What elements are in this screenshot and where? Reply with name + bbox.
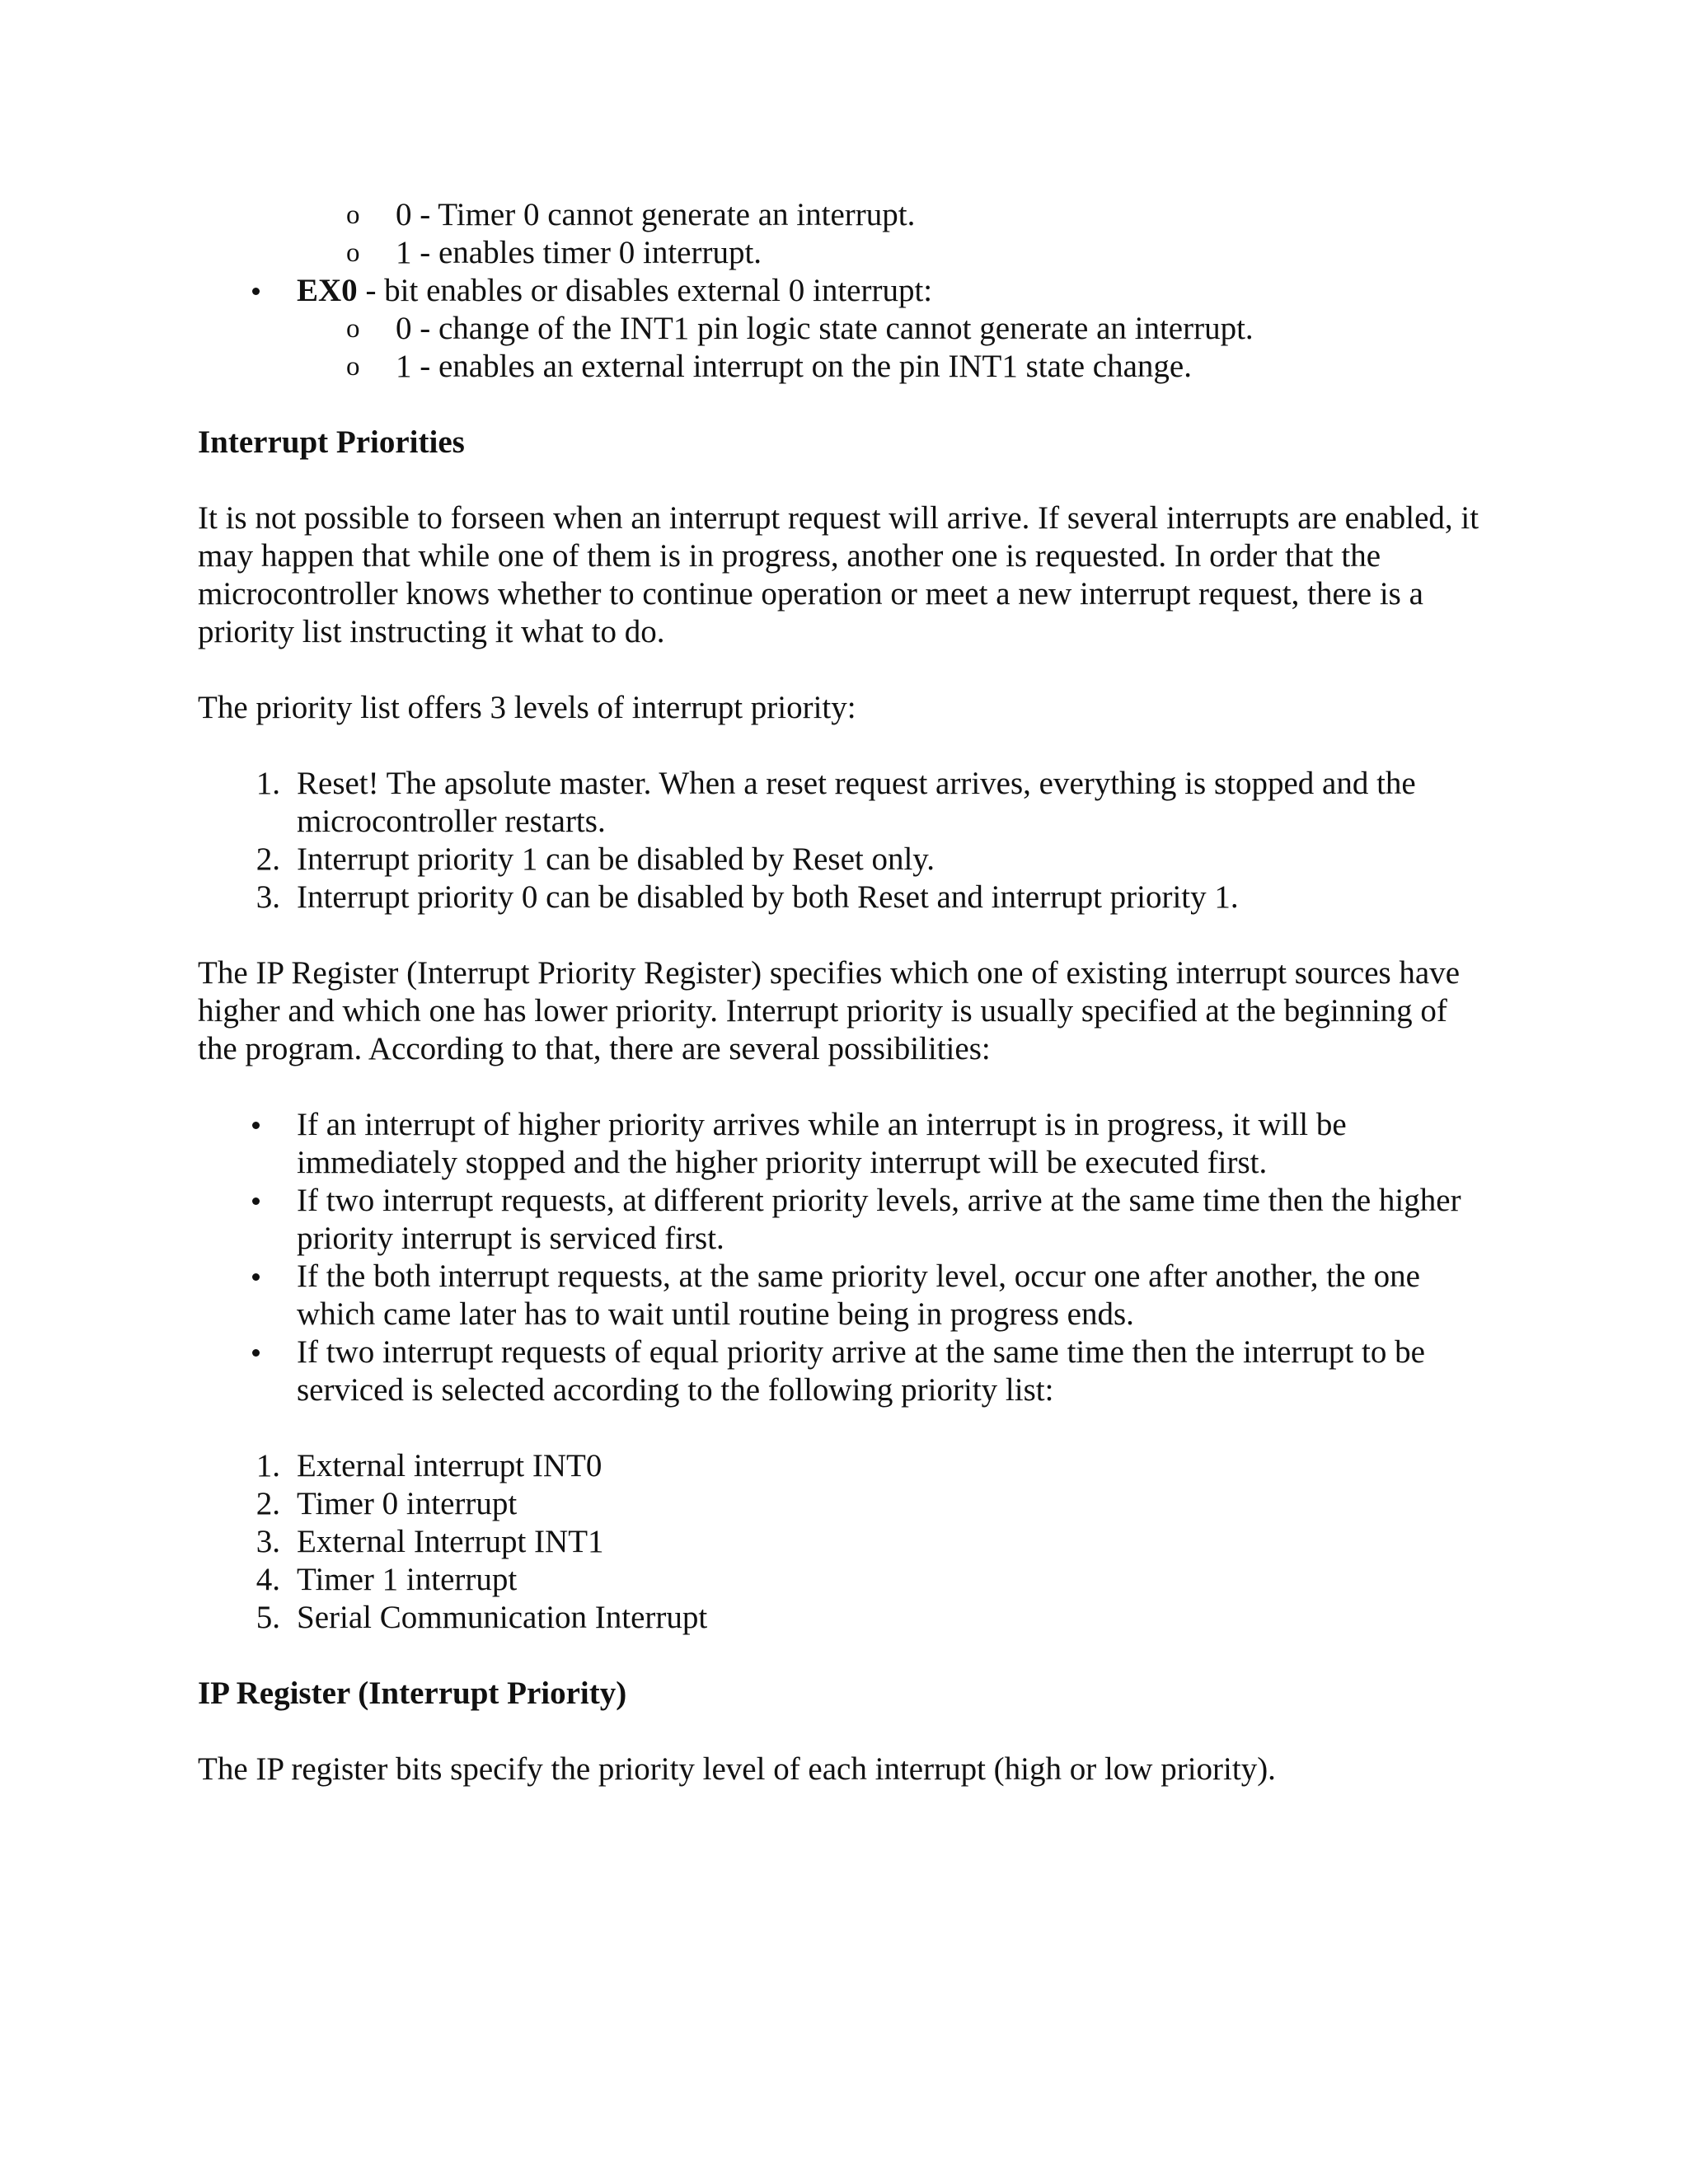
item-text: External interrupt INT0 [297,1448,603,1483]
priority-levels-list [198,765,1492,916]
sub-list-text: 0 - change of the INT1 pin logic state cannot generate an interrupt. [396,311,1254,346]
bullet-item [198,1333,1492,1409]
bullet-text: If an interrupt of higher priority arrives while an interrupt is in progress, it will be immediately stopped and the higher priority interrupt will be executed first. [297,1107,1347,1180]
numbered-item [198,1523,1492,1561]
numbered-item [198,1447,1492,1485]
paragraph-levels-intro: The priority list offers 3 levels of interrupt priority: [198,690,856,725]
possibilities-bullet-list [198,1106,1492,1409]
item-text: Serial Communication Interrupt [297,1600,708,1635]
item-text: Reset! The apsolute master. When a reset request arrives, everything is stopped and the microcontroller restarts. [297,766,1416,839]
item-text: Interrupt priority 1 can be disabled by Reset only. [297,841,935,877]
hollow-bullet-icon: o [346,352,360,382]
item-number: 2. [256,1486,280,1521]
bullet-text: If two interrupt requests, at different priority levels, arrive at the same time then the higher priority interrupt is serviced first. [297,1183,1461,1256]
item-text: Timer 0 interrupt [297,1486,518,1521]
bullet-icon [252,1197,260,1205]
item-number: 1. [256,1448,280,1483]
priority-order-list [198,1447,1492,1637]
section-heading-interrupt-priorities: Interrupt Priorities [198,424,465,460]
numbered-item [198,765,1492,841]
paragraph-ip-register: The IP Register (Interrupt Priority Register) specifies which one of existing interrupt sources have higher and which one has lower priority. Interrupt priority is usually specified at the beginning of the program. According to that, there are several possibilities: [198,955,1461,1066]
item-number: 4. [256,1562,280,1597]
ex0-description: - bit enables or disables external 0 interrupt: [357,273,933,308]
item-text: External Interrupt INT1 [297,1524,604,1559]
top-bullet-list [198,196,1492,386]
item-number: 1. [256,766,280,801]
sub-list-item [198,234,1492,272]
hollow-bullet-icon: o [346,238,360,268]
item-number: 5. [256,1600,280,1635]
numbered-item [198,841,1492,879]
bullet-item-ex0 [198,272,1492,310]
sub-list-item [198,310,1492,348]
item-number: 2. [256,841,280,877]
sub-list-item [198,348,1492,386]
bullet-icon [252,1273,260,1281]
hollow-bullet-icon: o [346,314,360,344]
numbered-item [198,879,1492,916]
bullet-text: If the both interrupt requests, at the same priority level, occur one after another, the one which came later has to wait until routine being in progress ends. [297,1258,1420,1332]
sub-list-text: 0 - Timer 0 cannot generate an interrupt. [396,197,916,232]
bullet-item [198,1182,1492,1258]
document-page [198,196,1492,1826]
item-number: 3. [256,1524,280,1559]
item-text: Timer 1 interrupt [297,1562,518,1597]
bullet-text: If two interrupt requests of equal priority arrive at the same time then the interrupt to be serviced is selected according to the following priority list: [297,1334,1425,1408]
sub-list-item [198,196,1492,234]
bullet-item [198,1106,1492,1182]
section-heading-ip-register: IP Register (Interrupt Priority) [198,1675,627,1711]
bullet-item [198,1258,1492,1333]
numbered-item [198,1561,1492,1599]
bullet-icon [252,1122,260,1129]
item-text: Interrupt priority 0 can be disabled by both Reset and interrupt priority 1. [297,879,1239,915]
item-number: 3. [256,879,280,915]
bullet-icon [252,288,260,295]
hollow-bullet-icon: o [346,200,360,230]
numbered-item [198,1599,1492,1637]
sub-list-text: 1 - enables timer 0 interrupt. [396,235,762,270]
ex0-term: EX0 [297,273,358,308]
bullet-icon [252,1349,260,1357]
numbered-item [198,1485,1492,1523]
paragraph-intro: It is not possible to forseen when an interrupt request will arrive. If several interrupts are enabled, it may happen that while one of them is in progress, another one is requested. In order that the microcontroller knows whether to continue operation or meet a new interrupt request, there is a priority list instructing it what to do. [198,500,1479,649]
sub-list-text: 1 - enables an external interrupt on the pin INT1 state change. [396,349,1192,384]
paragraph-ip-register-bits: The IP register bits specify the priority level of each interrupt (high or low priority). [198,1751,1276,1787]
